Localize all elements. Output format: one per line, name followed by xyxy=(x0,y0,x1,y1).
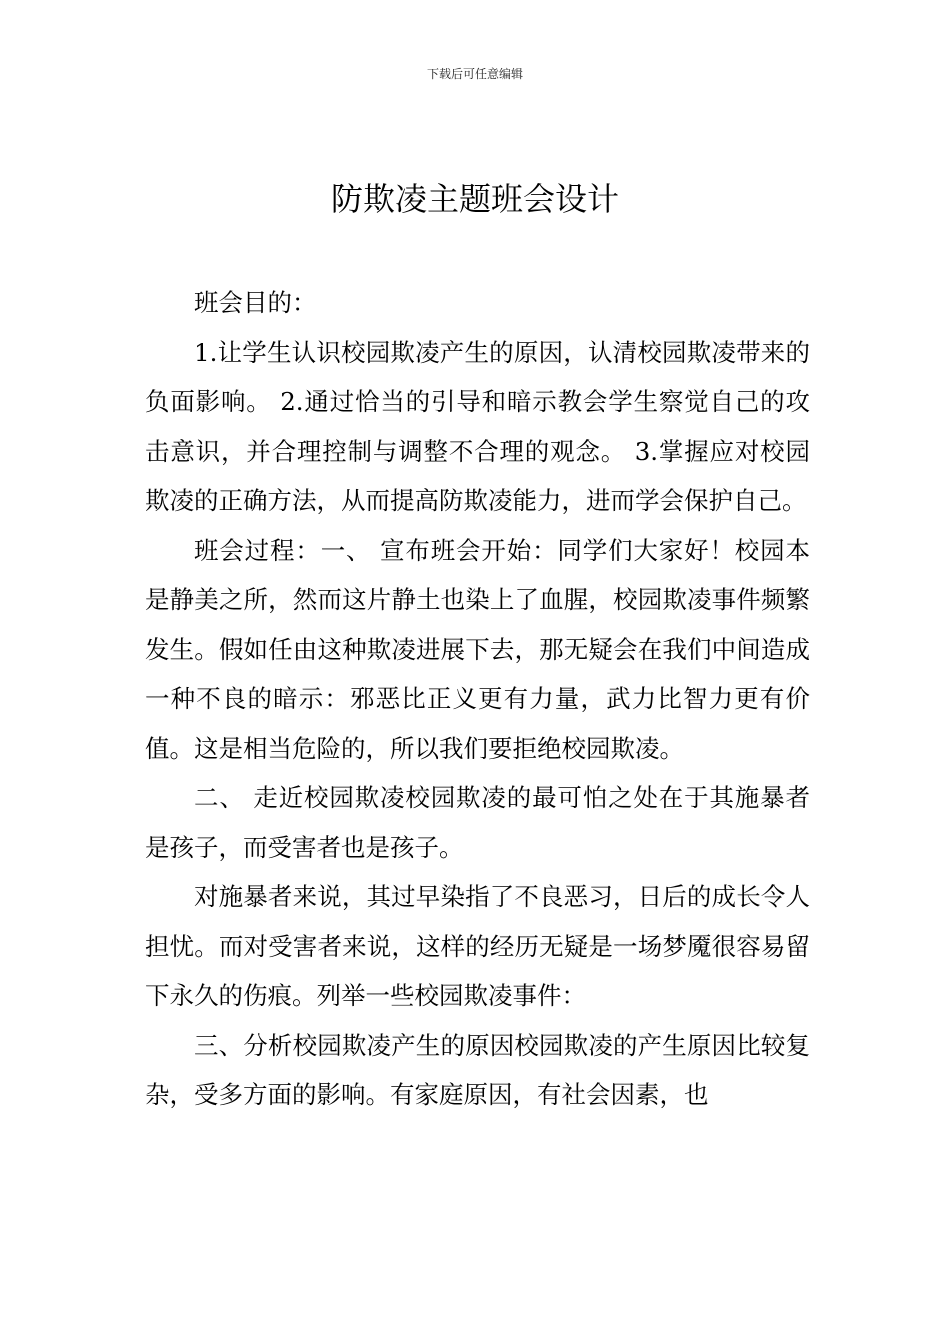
paragraph-purpose-heading: 班会目的： xyxy=(194,288,317,317)
paragraph-impact: 对施暴者来说，其过早染指了不良恶习，日后的成长令人担忧。而对受害者来说，这样的经历无疑是一场梦魇很容易留下永久的伤痕。列举一些校园欺凌事件： xyxy=(145,882,810,1010)
paragraph-process-step-3: 三、分析校园欺凌产生的原因校园欺凌的产生原因比较复杂，受多方面的影响。有家庭原因，有社会因素，也 xyxy=(145,1030,810,1109)
header-note: 下载后可任意编辑 xyxy=(426,67,523,81)
document-body xyxy=(145,278,810,1120)
paragraph-process-step-1: 班会过程：一、 宣布班会开始：同学们大家好！校园本是静美之所，然而这片静土也染上了血腥，校园欺凌事件频繁发生。假如任由这种欺凌进展下去，那无疑会在我们中间造成一种不良的暗示：邪恶比正义更有力量，武力比智力更有价值。这是相当危险的，所以我们要拒绝校园欺凌。 xyxy=(145,535,810,763)
document-title: 防欺凌主题班会设计 xyxy=(330,180,619,218)
paragraph-purpose-items: 1.让学生认识校园欺凌产生的原因，认清校园欺凌带来的负面影响。 2.通过恰当的引导和暗示教会学生察觉自己的攻击意识，并合理控制与调整不合理的观念。 3.掌握应对校园欺凌的正确方法，从而提高防欺凌能力，进而学会保护自己。 xyxy=(145,337,810,515)
paragraph-process-step-2: 二、 走近校园欺凌校园欺凌的最可怕之处在于其施暴者是孩子，而受害者也是孩子。 xyxy=(145,783,810,862)
